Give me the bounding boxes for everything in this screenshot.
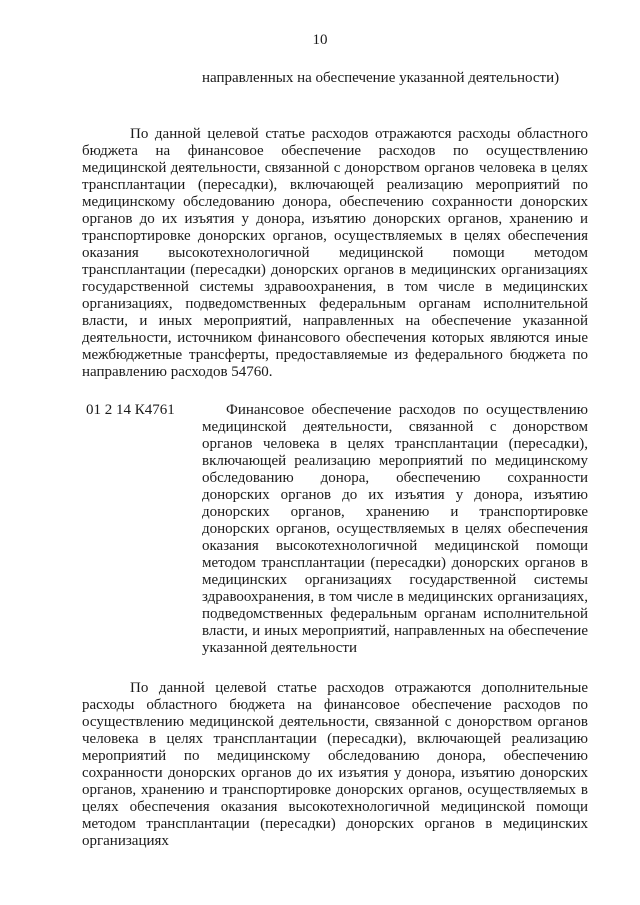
body-paragraph-1 [82,126,588,381]
paragraph-1-text: По данной целевой статье расходов отражаются расходы областного бюджета на финансовое обеспечение расходов по осуществлению медицинской деятельности, связанной с донорством органов человека в целях трансплантации (пересадки), включающей реализацию мероприятий по медицинскому обследованию донора, обеспечению сохранности донорских органов до их изъятия у донора, изъятию донорских органов, хранению и транспортировке донорских органов, осуществляемых в целях обеспечения оказания высокотехнологичной медицинской помощи методом трансплантации (пересадки) донорских органов в медицинских организациях государственной системы здравоохранения, в том числе в медицинских организациях, подведомственных федеральным органам исполнительной власти, и иных мероприятий, направленных на обеспечение указанной деятельности, источником финансового обеспечения которых являются иные межбюджетные трансферты, предоставляемые из федерального бюджета по направлению расходов 54760. [82,126,588,380]
body-paragraph-2 [82,680,588,850]
paragraph-2-text: По данной целевой статье расходов отражаются дополнительные расходы областного бюджета на финансовое обеспечение расходов по осуществлению медицинской деятельности, связанной с донорством органов человека в целях трансплантации (пересадки), включающей реализацию мероприятий по медицинскому обследованию донора, обеспечению сохранности донорских органов до их изъятия у донора, изъятию донорских органов, хранению и транспортировке донорских органов, осуществляемых в целях обеспечения оказания высокотехнологичной медицинской помощи методом трансплантации (пересадки) донорских органов в медицинских организациях [82,680,588,849]
budget-code-description: Финансовое обеспечение расходов по осуществлению медицинской деятельности, связанной с донорством органов человека в целях трансплантации (пересадки), включающей реализацию мероприятий по медицинскому обследованию донора, обеспечению сохранности донорских органов до их изъятия у донора, изъятию донорских органов, хранению и транспортировке донорских органов, осуществляемых в целях обеспечения оказания высокотехнологичной медицинской помощи методом трансплантации (пересадки) донорских органов в медицинских организациях государственной системы здравоохранения, в том числе в медицинских организациях, подведомственных федеральным органам исполнительной власти, и иных мероприятий, направленных на обеспечение указанной деятельности [202,402,588,656]
continuation-line: направленных на обеспечение указанной деятельности) [202,70,560,86]
page-number: 10 [312,32,328,48]
budget-code: 01 2 14 К4761 [86,402,175,418]
